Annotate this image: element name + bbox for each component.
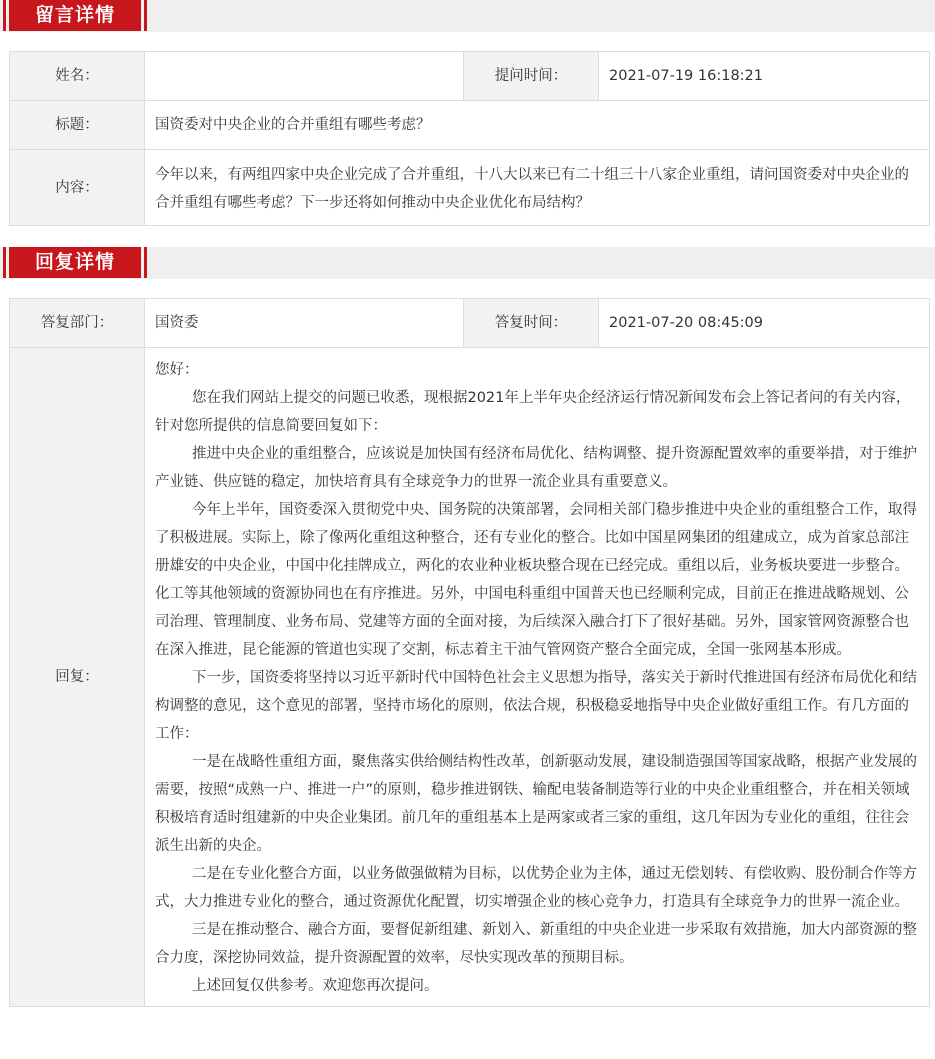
content-label: 内容： <box>10 150 145 226</box>
reply-section-header <box>0 247 935 279</box>
question-time-value: 2021-07-19 16:18:21 <box>599 52 930 101</box>
reply-section-title: 回复详情 <box>9 247 141 278</box>
reply-section <box>0 247 935 1007</box>
message-table <box>9 51 930 226</box>
reply-paragraph: 今年上半年，国资委深入贯彻党中央、国务院的决策部署，会同相关部门稳步推进中央企业的重组整合工作，取得了积极进展。实际上，除了像两化重组这种整合，还有专业化的整合。比如中国星网集团的组建成立，成为首家总部注册雄安的中央企业，中国中化挂牌成立，两化的农业种业板块整合现在已经完成。重组以后，业务板块要进一步整合。化工等其他领域的资源协同也在有序推进。另外，中国电科重组中国普天也已经顺利完成，目前正在推进战略规划、公司治理、管理制度、业务布局、党建等方面的全面对接，为后续深入融合打下了很好基础。另外，国家管网资源整合也在深入推进，昆仑能源的管道也实现了交割，标志着主干油气管网资产整合全面完成，全国一张网基本形成。 <box>155 502 917 658</box>
reply-dept-label: 答复部门： <box>10 299 145 348</box>
message-section-header <box>0 0 935 32</box>
name-row <box>10 52 930 101</box>
reply-paragraph: 下一步，国资委将坚持以习近平新时代中国特色社会主义思想为指导，落实关于新时代推进国有经济布局优化和结构调整的意见，这个意见的部署，坚持市场化的原则，依法合规，积极稳妥地指导中央企业做好重组工作。有几方面的工作： <box>155 670 917 742</box>
reply-paragraph: 一是在战略性重组方面，聚焦落实供给侧结构性改革，创新驱动发展，建设制造强国等国家战略，根据产业发展的需要，按照“成熟一户、推进一户”的原则，稳步推进钢铁、输配电装备制造等行业的中央企业重组整合，并在相关领域积极培育适时组建新的中央企业集团。前几年的重组基本上是两家或者三家的重组，这几年因为专业化的重组，往往会派生出新的央企。 <box>155 754 917 854</box>
reply-paragraph: 推进中央企业的重组整合，应该说是加快国有经济布局优化、结构调整、提升资源配置效率的重要举措，对于维护产业链、供应链的稳定，加快培育具有全球竞争力的世界一流企业具有重要意义。 <box>155 446 917 490</box>
title-value: 国资委对中央企业的合并重组有哪些考虑？ <box>145 101 930 150</box>
dept-row <box>10 299 930 348</box>
content-value: 今年以来，有两组四家中央企业完成了合并重组，十八大以来已有二十组三十八家企业重组，请问国资委对中央企业的合并重组有哪些考虑？下一步还将如何推动中央企业优化布局结构？ <box>145 150 930 226</box>
reply-greeting: 您好： <box>155 362 199 378</box>
reply-paragraph: 二是在专业化整合方面，以业务做强做精为目标，以优势企业为主体，通过无偿划转、有偿收购、股份制合作等方式，大力推进专业化的整合，通过资源优化配置，切实增强企业的核心竞争力，打造具有全球竞争力的世界一流企业。 <box>155 866 917 910</box>
message-section-title: 留言详情 <box>9 0 141 31</box>
reply-table <box>9 298 930 1007</box>
reply-time-value: 2021-07-20 08:45:09 <box>599 299 930 348</box>
question-time-label: 提问时间： <box>464 52 599 101</box>
content-row <box>10 150 930 226</box>
reply-paragraph: 三是在推动整合、融合方面，要督促新组建、新划入、新重组的中央企业进一步采取有效措施，加大内部资源的整合力度，深挖协同效益，提升资源配置的效率，尽快实现改革的预期目标。 <box>155 922 917 966</box>
reply-row <box>10 348 930 1007</box>
title-row <box>10 101 930 150</box>
reply-label: 回复： <box>10 348 145 1007</box>
reply-paragraph: 您在我们网站上提交的问题已收悉，现根据2021年上半年央企经济运行情况新闻发布会上答记者问的有关内容，针对您所提供的信息简要回复如下： <box>155 390 911 434</box>
message-section <box>0 0 935 226</box>
title-label: 标题： <box>10 101 145 150</box>
name-label: 姓名： <box>10 52 145 101</box>
name-value <box>145 52 464 101</box>
reply-body <box>145 348 930 1007</box>
reply-paragraph: 上述回复仅供参考。欢迎您再次提问。 <box>191 978 439 994</box>
reply-dept-value: 国资委 <box>145 299 464 348</box>
reply-time-label: 答复时间： <box>464 299 599 348</box>
